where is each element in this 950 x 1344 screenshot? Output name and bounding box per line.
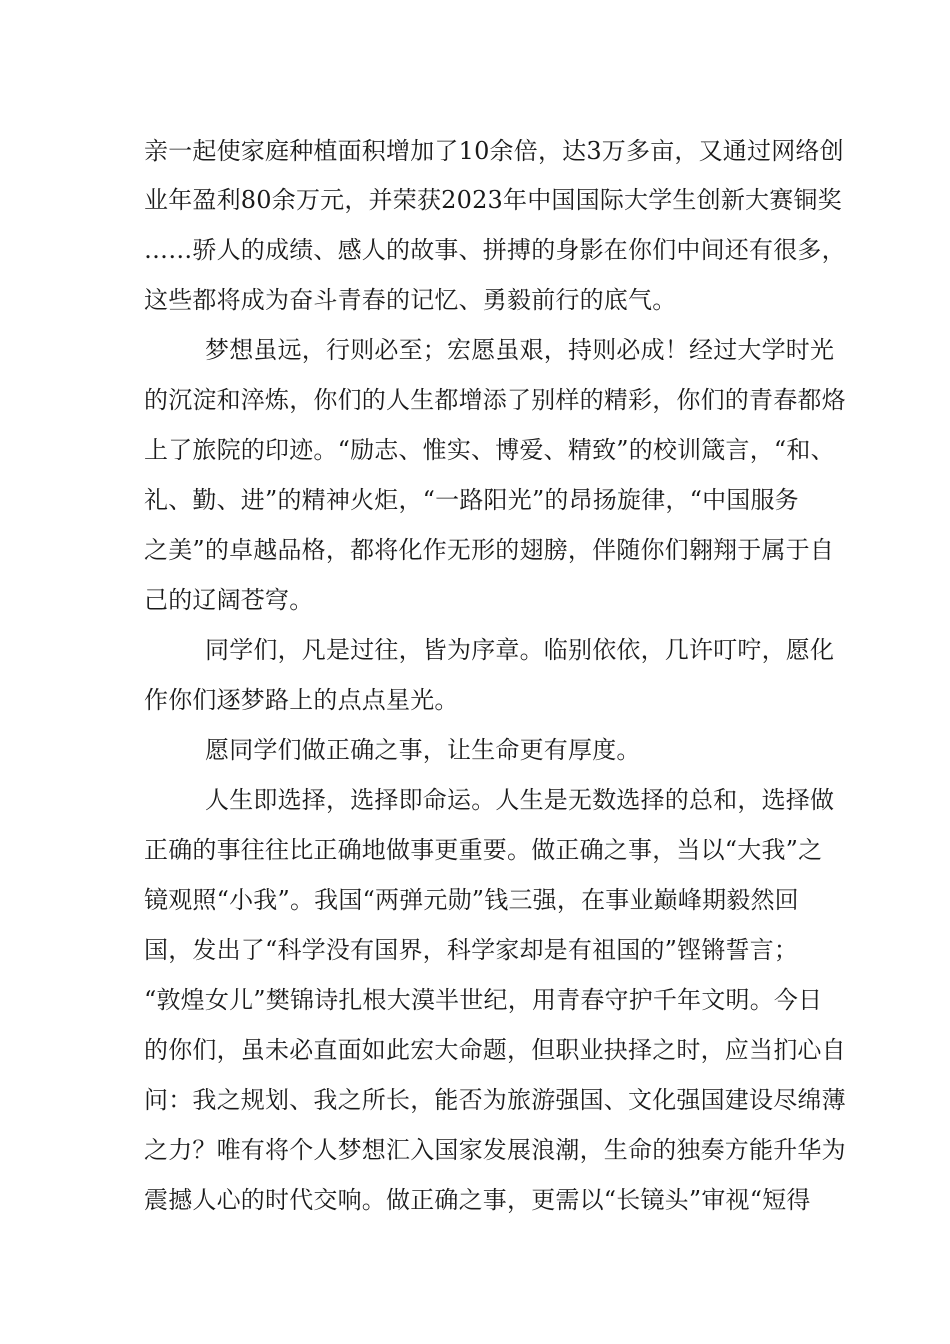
text-line: 上了旅院的印迹。“励志、惟实、博爱、精致”的校训箴言，“和、 [144, 436, 835, 464]
text-line: 国，发出了“科学没有国界，科学家却是有祖国的”铿锵誓言； [144, 936, 799, 964]
text-line: 业年盈利80余万元，并荣获2023年中国国际大学生创新大赛铜奖 [144, 186, 842, 214]
section-heading: 愿同学们做正确之事，让生命更有厚度。 [205, 736, 641, 764]
text-line: ……骄人的成绩、感人的故事、拼搏的身影在你们中间还有很多， [144, 236, 846, 264]
text-line: “敦煌女儿”樊锦诗扎根大漠半世纪，用青春守护千年文明。今日 [144, 986, 823, 1014]
text-line: 的你们，虽未必直面如此宏大命题，但职业抉择之时，应当扪心自 [144, 1036, 846, 1064]
paragraph-first-line: 梦想虽远，行则必至；宏愿虽艰，持则必成！经过大学时光 [205, 336, 835, 364]
text-line: 这些都将成为奋斗青春的记忆、勇毅前行的底气。 [144, 286, 677, 314]
paragraph-first-line: 人生即选择，选择即命运。人生是无数选择的总和，选择做 [205, 786, 835, 814]
text-line: 正确的事往往比正确地做事更重要。做正确之事，当以“大我”之 [144, 836, 823, 864]
text-line: 作你们逐梦路上的点点星光。 [144, 686, 459, 714]
text-line: 亲一起使家庭种植面积增加了10余倍，达3万多亩，又通过网络创 [144, 137, 844, 165]
text-line: 礼、勤、进”的精神火炬，“一路阳光”的昂扬旋律，“中国服务 [144, 486, 799, 514]
text-line: 之力？唯有将个人梦想汇入国家发展浪潮，生命的独奏方能升华为 [144, 1136, 846, 1164]
text-line: 问：我之规划、我之所长，能否为旅游强国、文化强国建设尽绵薄 [144, 1086, 846, 1114]
text-line: 的沉淀和淬炼，你们的人生都增添了别样的精彩，你们的青春都烙 [144, 386, 846, 414]
text-line: 之美”的卓越品格，都将化作无形的翅膀，伴随你们翱翔于属于自 [144, 536, 835, 564]
text-line: 震撼人心的时代交响。做正确之事，更需以“长镜头”审视“短得 [144, 1186, 811, 1214]
paragraph-first-line: 同学们，凡是过往，皆为序章。临别依依，几许叮咛，愿化 [205, 636, 835, 664]
text-line: 镜观照“小我”。我国“两弹元勋”钱三强，在事业巅峰期毅然回 [144, 886, 799, 914]
text-line: 己的辽阔苍穹。 [144, 586, 314, 614]
